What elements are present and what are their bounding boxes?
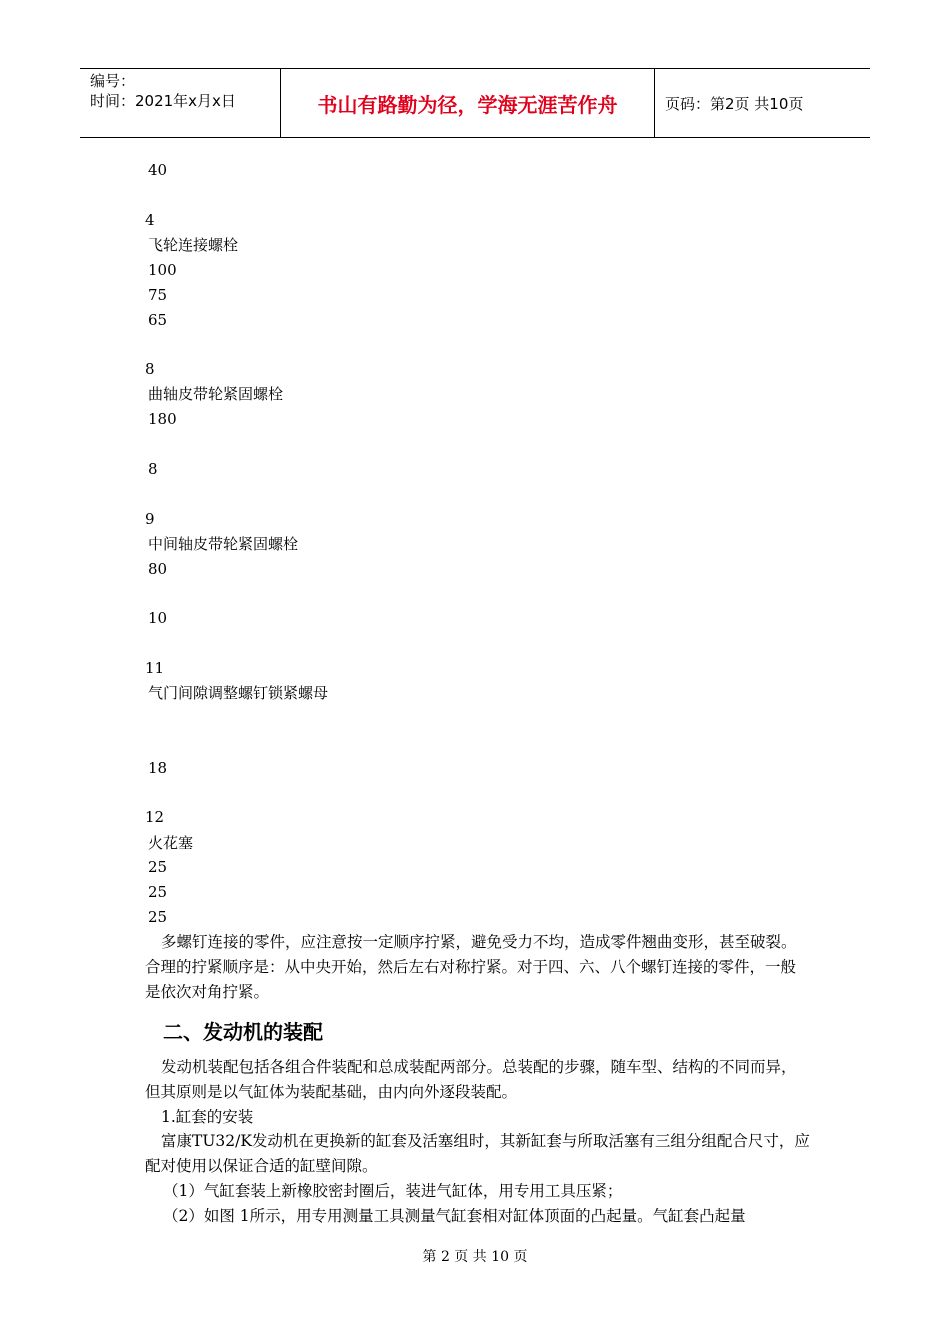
page-footer: 第 2 页 共 10 页 [422, 1249, 528, 1265]
table-line: 中间轴皮带轮紧固螺栓 [148, 535, 299, 553]
table-line: 75 [148, 286, 168, 304]
motto: 书山有路勤为径，学海无涯苦作舟 [281, 69, 655, 137]
page-label: 页码：第2页 共10页 [665, 94, 804, 113]
section-heading: 二、发动机的装配 [163, 1020, 323, 1044]
table-line: 100 [148, 261, 177, 279]
header-left-cell [80, 69, 281, 137]
table-line: 8 [148, 460, 158, 478]
table-line: 10 [148, 609, 168, 627]
table-line: 9 [145, 510, 155, 528]
table-line: 40 [148, 161, 168, 179]
table-line: 4 [145, 211, 155, 229]
table-line: 11 [145, 659, 165, 677]
table-line: 飞轮连接螺栓 [148, 236, 239, 254]
table-line: 80 [148, 560, 168, 578]
paragraph-step-2: （2）如图 1所示，用专用测量工具测量气缸套相对缸体顶面的凸起量。气缸套凸起量 [163, 1207, 746, 1225]
table-line: 25 [148, 908, 168, 926]
paragraph-liner: 富康TU32/K发动机在更换新的缸套及活塞组时，其新缸套与所取活塞有三组分组配合尺寸，应配对使用以保证合适的缸壁间隙。 [145, 1132, 810, 1175]
table-line: 25 [148, 858, 168, 876]
paragraph-step-1: （1）气缸套装上新橡胶密封圈后，装进气缸体，用专用工具压紧； [163, 1182, 623, 1200]
table-line: 火花塞 [148, 834, 194, 852]
table-line: 65 [148, 311, 168, 329]
time-label: 时间：2021年x月x日 [90, 92, 236, 110]
code-label: 编号： [90, 72, 136, 90]
table-line: 12 [145, 808, 165, 826]
subheading-cylinder-liner: 1.缸套的安装 [161, 1108, 254, 1126]
paragraph-tightening: 多螺钉连接的零件，应注意按一定顺序拧紧，避免受力不均，造成零件翘曲变形，甚至破裂。合理的拧紧顺序是：从中央开始，然后左右对称拧紧。对于四、六、八个螺钉连接的零件，一般是依次对角拧紧。 [145, 933, 797, 1001]
table-line: 180 [148, 410, 177, 428]
table-line: 8 [145, 360, 155, 378]
table-line: 18 [148, 759, 168, 777]
table-line: 曲轴皮带轮紧固螺栓 [148, 385, 284, 403]
paragraph-assembly: 发动机装配包括各组合件装配和总成装配两部分。总装配的步骤，随车型、结构的不同而异，但其原则是以气缸体为装配基础，由内向外逐段装配。 [145, 1058, 797, 1101]
table-line: 气门间隙调整螺钉锁紧螺母 [148, 684, 329, 702]
page-header [80, 68, 870, 138]
table-line: 25 [148, 883, 168, 901]
